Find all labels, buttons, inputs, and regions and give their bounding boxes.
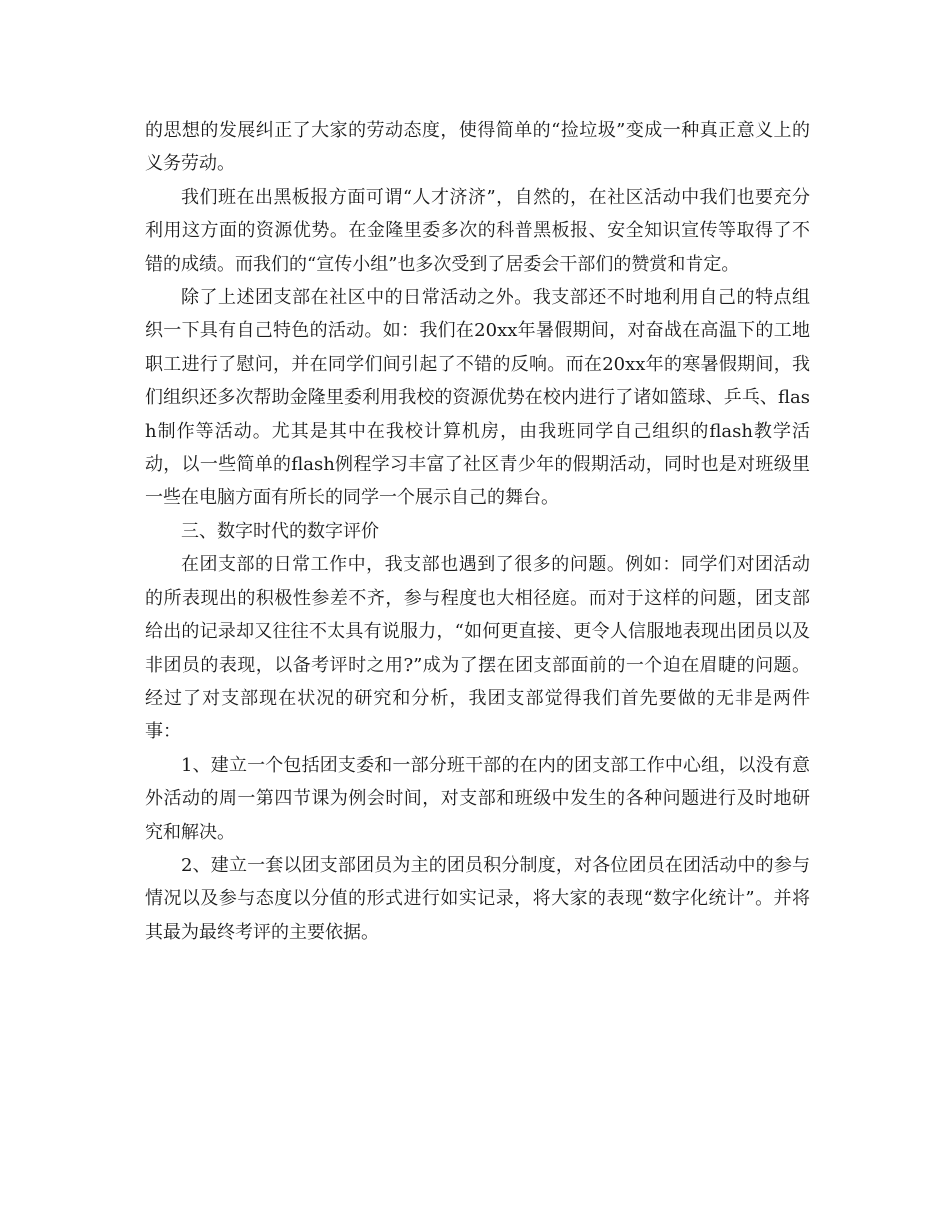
section-heading: 三、数字时代的数字评价 [181, 520, 379, 542]
paragraph-continuation: 的思想的发展纠正了大家的劳动态度，使得简单的“捡垃圾”变成一种真正意义上的义务劳动。 [145, 120, 810, 175]
paragraph-special-activities: 除了上述团支部在社区中的日常活动之外。我支部还不时地利用自己的特点组织一下具有自己特色的活动。如：我们在20xx年暑假期间，对奋战在高温下的工地职工进行了慰问，并在同学们间引起了不错的反响。而在20xx年的寒暑假期间，我们组织还多次帮助金隆里委利用我校的资源优势在校内进行了诸如篮球、乒乓、flash制作等活动。尤其是其中在我校计算机房，由我班同学自己组织的flash教学活动，以一些简单的flash例程学习丰富了社区青少年的假期活动，同时也是对班级里一些在电脑方面有所长的同学一个展示自己的舞台。 [145, 287, 810, 509]
list-item-1: 1、建立一个包括团支委和一部分班干部的在内的团支部工作中心组，以没有意外活动的周一第四节课为例会时间，对支部和班级中发生的各种问题进行及时地研究和解决。 [145, 754, 810, 843]
list-item-2: 2、建立一套以团支部团员为主的团员积分制度，对各位团员在团活动中的参与情况以及参与态度以分值的形式进行如实记录，将大家的表现“数字化统计”。并将其最为最终考评的主要依据。 [145, 854, 810, 943]
document-page [145, 114, 810, 949]
paragraph-problems: 在团支部的日常工作中，我支部也遇到了很多的问题。例如：同学们对团活动的所表现出的积极性参差不齐，参与程度也大相径庭。而对于这样的问题，团支部给出的记录却又往往不太具有说服力，“如何更直接、更令人信服地表现出团员以及非团员的表现，以备考评时之用?”成为了摆在团支部面前的一个迫在眉睫的问题。经过了对支部现在状况的研究和分析，我团支部觉得我们首先要做的无非是两件事： [145, 554, 810, 743]
paragraph-blackboard: 我们班在出黑板报方面可谓“人才济济”，自然的，在社区活动中我们也要充分利用这方面的资源优势。在金隆里委多次的科普黑板报、安全知识宣传等取得了不错的成绩。而我们的“宣传小组”也多次受到了居委会干部们的赞赏和肯定。 [145, 186, 810, 275]
